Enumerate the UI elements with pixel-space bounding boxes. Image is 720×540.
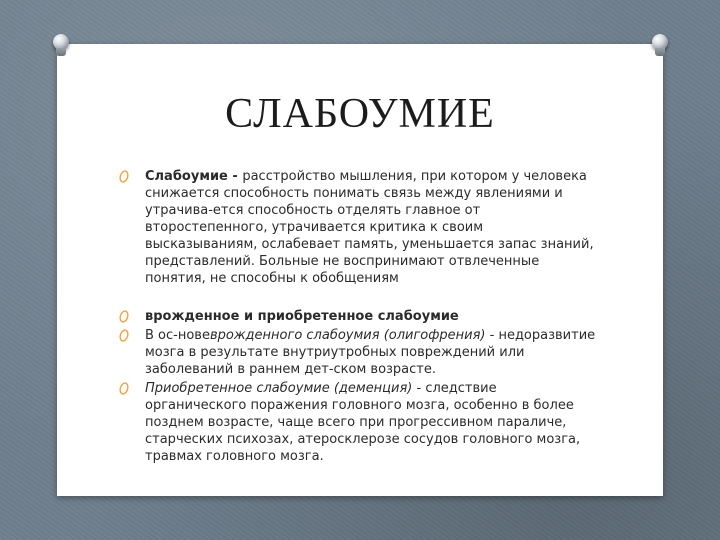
bullet-item-acquired bbox=[118, 380, 598, 465]
bullet-item-congenital bbox=[118, 327, 598, 378]
bullet-icon bbox=[118, 381, 130, 396]
bullet-icon bbox=[118, 169, 130, 184]
bullet-icon bbox=[118, 309, 130, 324]
pushpin-icon bbox=[652, 34, 668, 50]
congenital-term: врожденного слабоумия (олигофрения) bbox=[209, 328, 486, 343]
bullet-icon bbox=[118, 328, 130, 343]
term-label: Слабоумие - bbox=[145, 169, 243, 184]
acquired-text: - следствие органического поражения головного мозга, особенно в более позднем возрасте, чаще всего при прогрессивном параличе, старческих психозах, атеросклерозе сосудов головного мозга, травмах головного мозга. bbox=[145, 381, 581, 464]
congenital-text: - недоразвитие мозга в результате внутриутробных повреждений или заболеваний в раннем дет-ском возрасте. bbox=[145, 328, 596, 377]
slide-title: СЛАБОУМИЕ bbox=[225, 91, 495, 137]
acquired-term: Приобретенное слабоумие (деменция) bbox=[145, 381, 413, 396]
congenital-prefix: В ос-нове bbox=[145, 328, 210, 343]
definition-text: расстройство мышления, при котором у человека снижается способность понимать связь между явлениями и утрачива-ется способность отделять главное от второстепенного, утрачивается критика к своим высказываниям, ослабевает память, уменьшается запас знаний, представлений. Больные не воспринимают отвлеченные понятия, не способны к обобщениям bbox=[145, 169, 594, 286]
pushpin-icon bbox=[53, 34, 69, 50]
types-heading: врожденное и приобретенное слабоумие bbox=[145, 309, 459, 324]
bullet-item-definition bbox=[118, 168, 598, 287]
slide-body bbox=[118, 168, 598, 467]
bullet-item-types bbox=[118, 308, 598, 325]
